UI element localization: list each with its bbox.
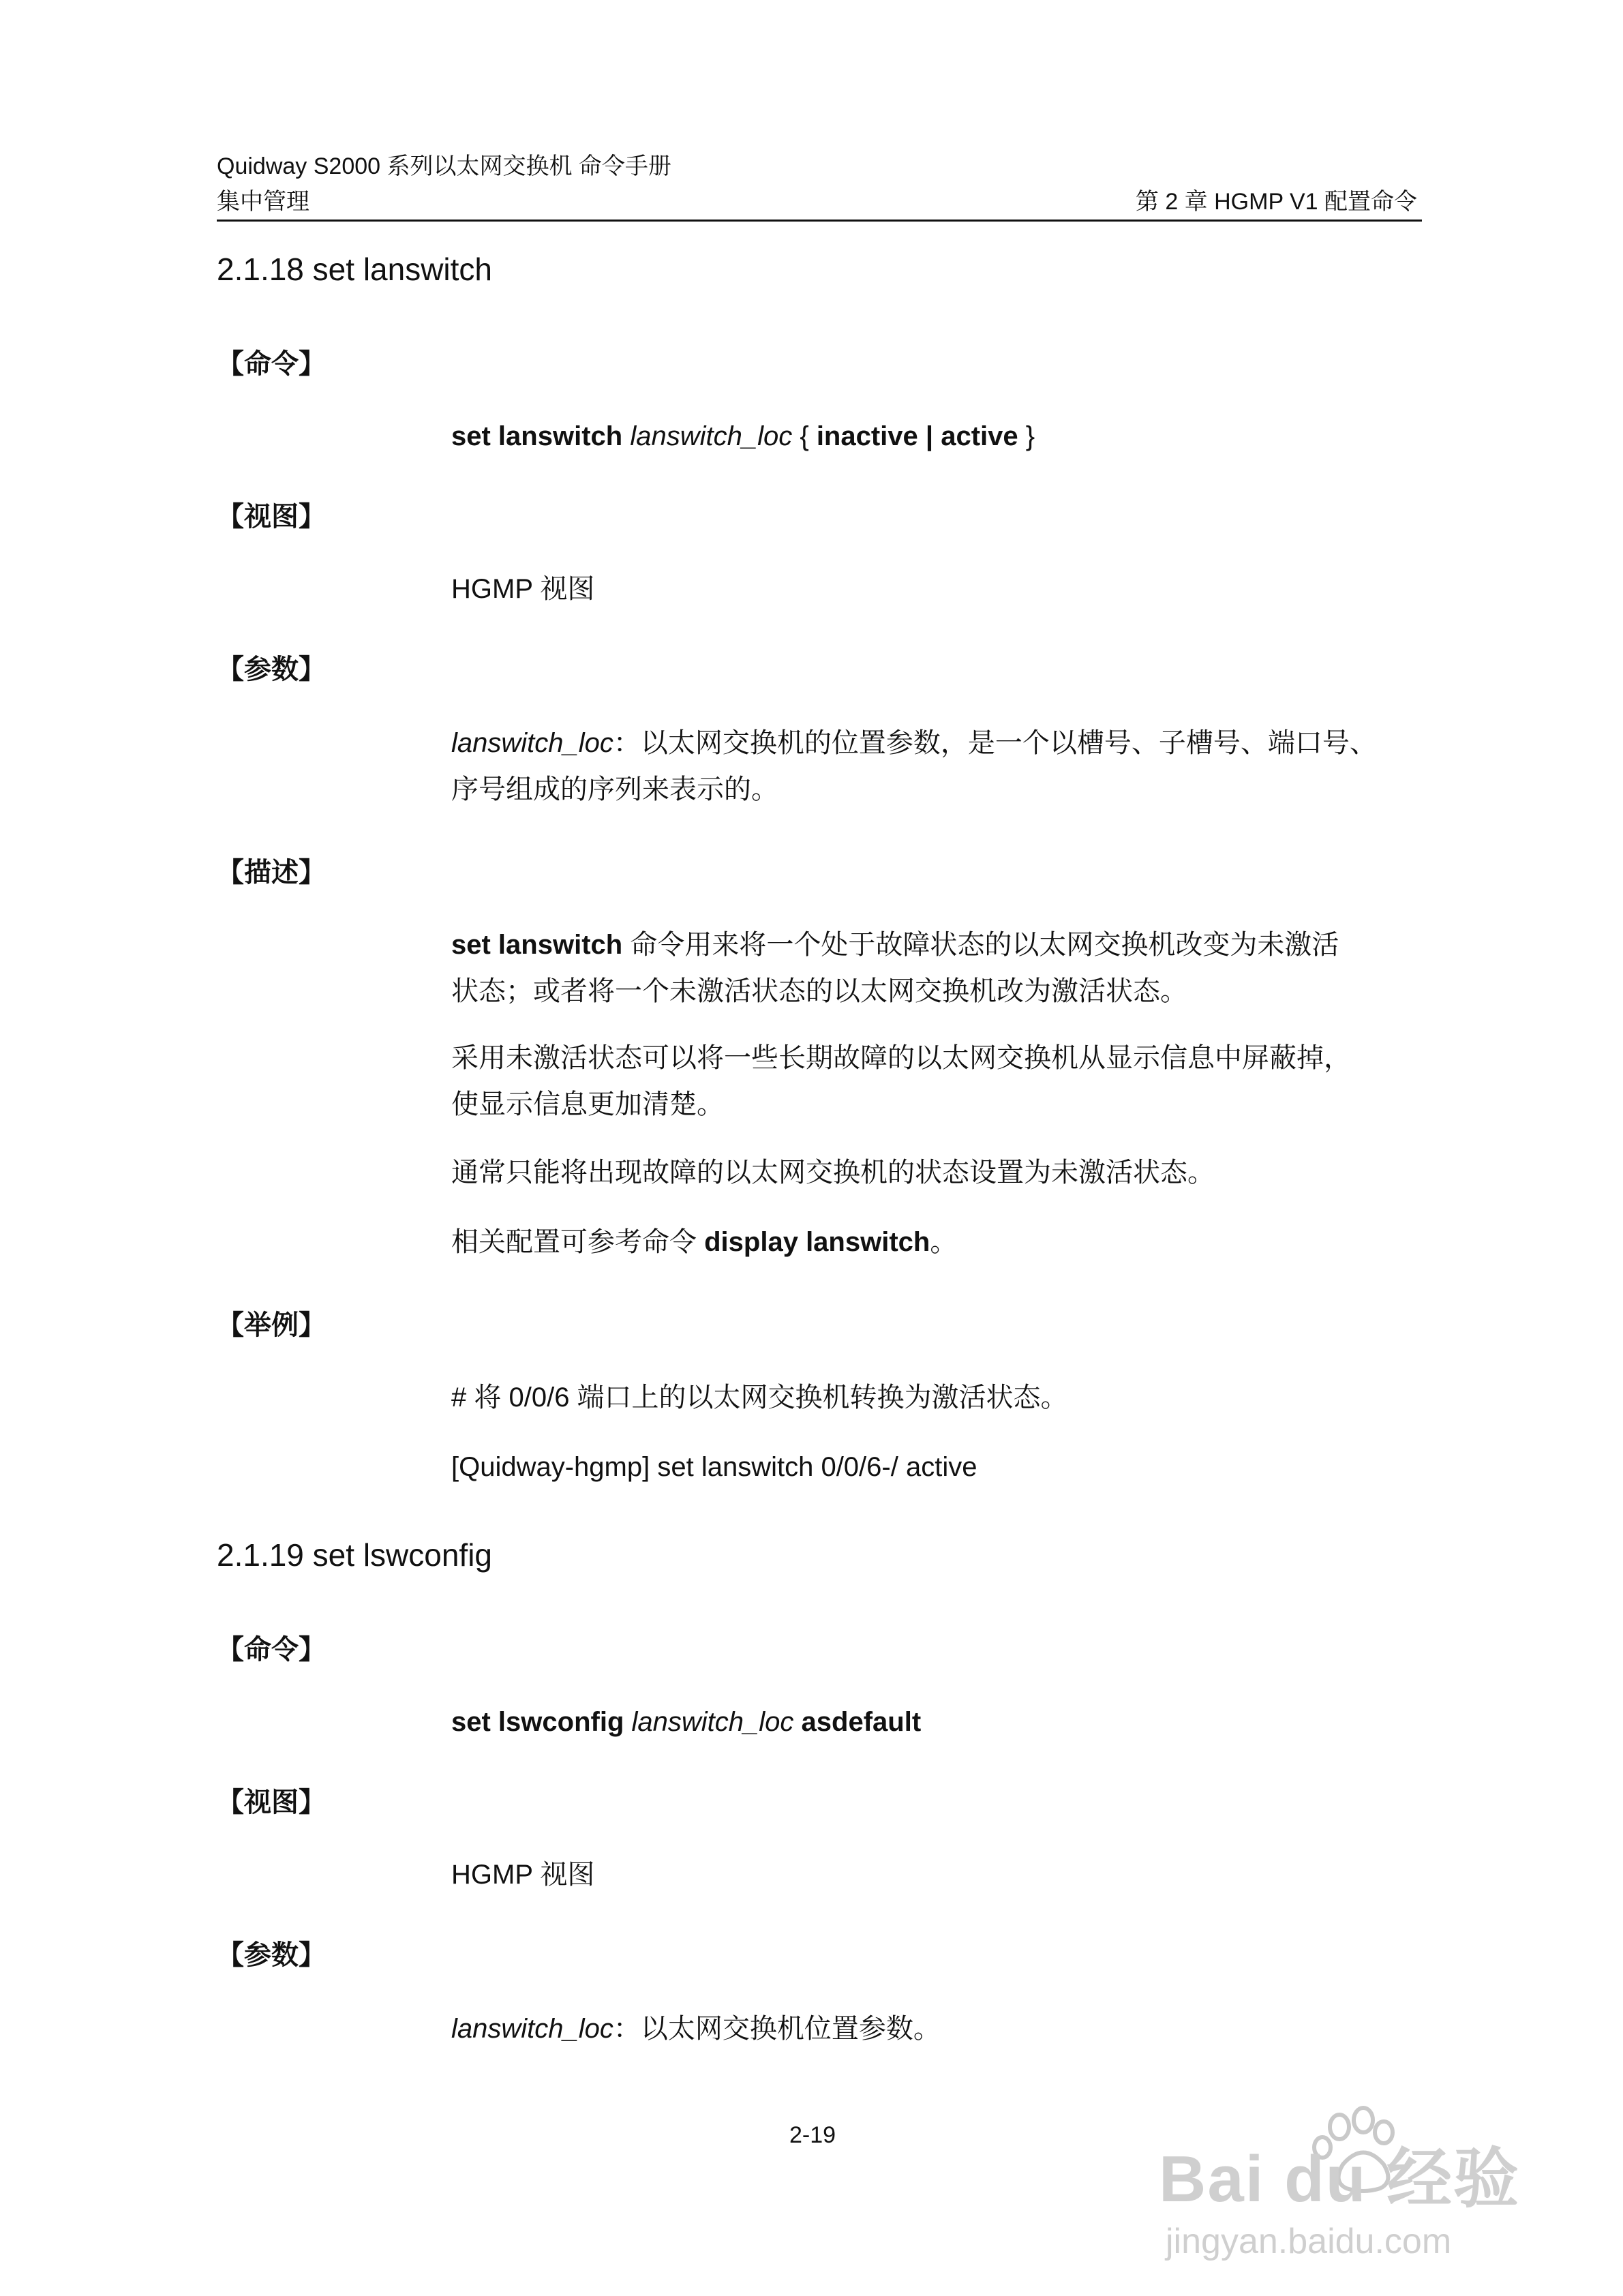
param-desc-2: ：以太网交换机位置参数。	[613, 2014, 941, 2044]
label-command-2: 【命令】	[217, 1635, 326, 1665]
label-command: 【命令】	[217, 349, 326, 379]
section-title-set-lswconfig: 2.1.19 set lswconfig	[217, 1537, 493, 1573]
page-number: 2-19	[789, 2122, 836, 2148]
section-title-set-lanswitch: 2.1.18 set lanswitch	[217, 252, 493, 287]
view-text-2: HGMP 视图	[451, 1860, 595, 1890]
param-line-2-1	[451, 2012, 941, 2045]
param-desc: ：以太网交换机的位置参数，是一个以槽号、子槽号、端口号、	[613, 728, 1377, 758]
command-syntax	[451, 420, 1035, 453]
desc-para-3: 通常只能将出现故障的以太网交换机的状态设置为未激活状态。	[451, 1158, 1215, 1188]
example-comment: # 将 0/0/6 端口上的以太网交换机转换为激活状态。	[451, 1383, 1068, 1413]
command-option-2: asdefault	[801, 1707, 922, 1737]
param-line-2: 序号组成的序列来表示的。	[451, 774, 778, 804]
header-part: 集中管理	[217, 189, 309, 215]
header-chapter: 第 2 章 HGMP V1 配置命令	[1135, 189, 1417, 215]
param-line-1	[451, 727, 1377, 759]
desc-ref-command: display lanswitch	[704, 1227, 930, 1257]
command-syntax-2	[451, 1706, 921, 1738]
desc-ref-text: 相关配置可参考命令	[451, 1227, 705, 1257]
desc-para-1-line-1	[451, 928, 1339, 961]
param-name-2: lanswitch_loc	[451, 2014, 613, 2044]
command-param-2: lanswitch_loc	[631, 1707, 794, 1737]
watermark-logo-text: Bai du 经验	[1159, 2143, 1521, 2216]
header-rule	[217, 220, 1422, 222]
watermark-url: jingyan.baidu.com	[1166, 2222, 1452, 2261]
command-brace-open: {	[792, 421, 817, 451]
header-product: Quidway S2000 系列以太网交换机 命令手册	[217, 153, 671, 179]
command-options: inactive | active	[816, 421, 1018, 451]
desc-para-4	[451, 1226, 957, 1258]
baidu-watermark	[1159, 2100, 1541, 2263]
command-keyword: set lanswitch	[451, 421, 623, 451]
command-keyword-2: set lswconfig	[451, 1707, 624, 1737]
label-view: 【视图】	[217, 502, 326, 532]
desc-text: 命令用来将一个处于故障状态的以太网交换机改变为未激活	[622, 930, 1339, 960]
command-param: lanswitch_loc	[630, 421, 793, 451]
label-view-2: 【视图】	[217, 1787, 326, 1817]
desc-para-2-line-1: 采用未激活状态可以将一些长期故障的以太网交换机从显示信息中屏蔽掉，	[451, 1043, 1351, 1073]
desc-keyword: set lanswitch	[451, 930, 623, 960]
view-text: HGMP 视图	[451, 574, 595, 604]
param-name: lanswitch_loc	[451, 728, 613, 758]
desc-ref-end: 。	[930, 1227, 958, 1257]
label-params: 【参数】	[217, 654, 326, 684]
label-example: 【举例】	[217, 1310, 326, 1340]
command-brace-close: }	[1018, 421, 1035, 451]
desc-para-2-line-2: 使显示信息更加清楚。	[451, 1089, 724, 1119]
desc-para-1-line-2: 状态；或者将一个未激活状态的以太网交换机改为激活状态。	[451, 976, 1187, 1006]
example-command: [Quidway-hgmp] set lanswitch 0/0/6-/ active	[451, 1452, 977, 1482]
label-params-2: 【参数】	[217, 1940, 326, 1970]
label-description: 【描述】	[217, 858, 326, 888]
